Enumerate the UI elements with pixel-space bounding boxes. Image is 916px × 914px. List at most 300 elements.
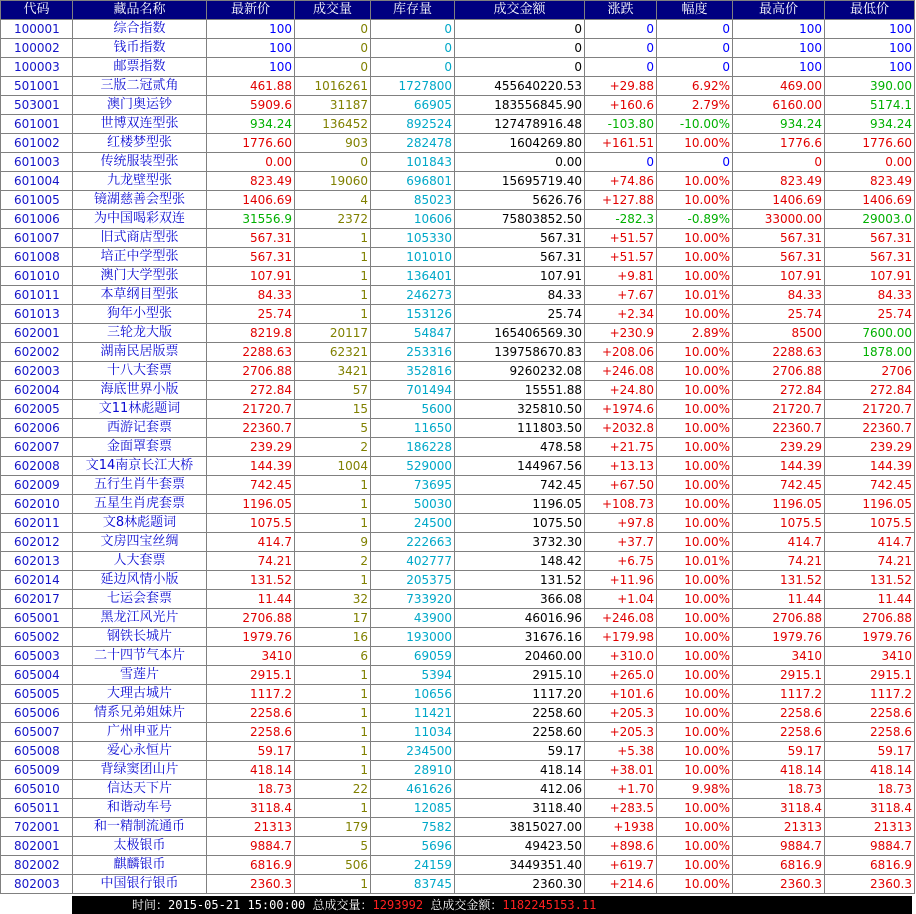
table-row[interactable] bbox=[1, 875, 915, 894]
table-row[interactable] bbox=[1, 837, 915, 856]
turnover-cell: 5626.76 bbox=[455, 191, 585, 210]
table-row[interactable] bbox=[1, 400, 915, 419]
latest-price-cell: 22360.7 bbox=[207, 419, 295, 438]
table-row[interactable] bbox=[1, 761, 915, 780]
high-cell: 823.49 bbox=[733, 172, 825, 191]
stock-cell: 352816 bbox=[371, 362, 455, 381]
turnover-cell: 1604269.80 bbox=[455, 134, 585, 153]
change-pct-cell: 10.00% bbox=[657, 666, 733, 685]
code-cell: 605003 bbox=[1, 647, 73, 666]
volume-cell: 1 bbox=[295, 685, 371, 704]
table-row[interactable] bbox=[1, 647, 915, 666]
volume-cell: 136452 bbox=[295, 115, 371, 134]
change-cell: +108.73 bbox=[585, 495, 657, 514]
name-cell: 麒麟银币 bbox=[73, 856, 207, 875]
turnover-cell: 111803.50 bbox=[455, 419, 585, 438]
name-cell: 九龙壁型张 bbox=[73, 172, 207, 191]
change-pct-cell: 10.00% bbox=[657, 305, 733, 324]
latest-price-cell: 414.7 bbox=[207, 533, 295, 552]
stock-cell: 193000 bbox=[371, 628, 455, 647]
latest-price-cell: 3410 bbox=[207, 647, 295, 666]
change-pct-cell: 10.00% bbox=[657, 229, 733, 248]
name-cell: 海底世界小版 bbox=[73, 381, 207, 400]
turnover-cell: 59.17 bbox=[455, 742, 585, 761]
change-cell: +619.7 bbox=[585, 856, 657, 875]
low-cell: 131.52 bbox=[825, 571, 915, 590]
low-cell: 3410 bbox=[825, 647, 915, 666]
name-cell: 大理古城片 bbox=[73, 685, 207, 704]
high-cell: 9884.7 bbox=[733, 837, 825, 856]
high-cell: 469.00 bbox=[733, 77, 825, 96]
table-row[interactable] bbox=[1, 324, 915, 343]
low-cell: 59.17 bbox=[825, 742, 915, 761]
high-cell: 414.7 bbox=[733, 533, 825, 552]
high-cell: 21720.7 bbox=[733, 400, 825, 419]
high-cell: 1979.76 bbox=[733, 628, 825, 647]
turnover-cell: 84.33 bbox=[455, 286, 585, 305]
high-cell: 0 bbox=[733, 153, 825, 172]
low-cell: 2258.6 bbox=[825, 723, 915, 742]
low-cell: 2258.6 bbox=[825, 704, 915, 723]
column-header-change-pct[interactable]: 幅度 bbox=[657, 1, 733, 20]
table-row[interactable] bbox=[1, 153, 915, 172]
code-cell: 605001 bbox=[1, 609, 73, 628]
volume-cell: 1 bbox=[295, 267, 371, 286]
total-amount-value: 1182245153.11 bbox=[502, 898, 597, 912]
code-cell: 602007 bbox=[1, 438, 73, 457]
change-pct-cell: 10.00% bbox=[657, 267, 733, 286]
latest-price-cell: 1406.69 bbox=[207, 191, 295, 210]
high-cell: 107.91 bbox=[733, 267, 825, 286]
volume-cell: 1 bbox=[295, 514, 371, 533]
code-cell: 605002 bbox=[1, 628, 73, 647]
stock-cell: 0 bbox=[371, 39, 455, 58]
table-row[interactable] bbox=[1, 742, 915, 761]
table-row[interactable] bbox=[1, 552, 915, 571]
latest-price-cell: 31556.9 bbox=[207, 210, 295, 229]
name-cell: 十八大套票 bbox=[73, 362, 207, 381]
low-cell: 1406.69 bbox=[825, 191, 915, 210]
code-cell: 601005 bbox=[1, 191, 73, 210]
code-cell: 602003 bbox=[1, 362, 73, 381]
low-cell: 11.44 bbox=[825, 590, 915, 609]
low-cell: 144.39 bbox=[825, 457, 915, 476]
stock-cell: 461626 bbox=[371, 780, 455, 799]
volume-cell: 0 bbox=[295, 20, 371, 39]
high-cell: 21313 bbox=[733, 818, 825, 837]
low-cell: 414.7 bbox=[825, 533, 915, 552]
change-cell: +24.80 bbox=[585, 381, 657, 400]
name-cell: 钱币指数 bbox=[73, 39, 207, 58]
low-cell: 21720.7 bbox=[825, 400, 915, 419]
code-cell: 601003 bbox=[1, 153, 73, 172]
change-cell: +1.04 bbox=[585, 590, 657, 609]
volume-cell: 2372 bbox=[295, 210, 371, 229]
table-row[interactable] bbox=[1, 533, 915, 552]
volume-cell: 0 bbox=[295, 39, 371, 58]
change-cell: +51.57 bbox=[585, 229, 657, 248]
stock-cell: 24500 bbox=[371, 514, 455, 533]
stock-cell: 69059 bbox=[371, 647, 455, 666]
name-cell: 中国银行银币 bbox=[73, 875, 207, 894]
change-cell: +7.67 bbox=[585, 286, 657, 305]
table-row[interactable] bbox=[1, 172, 915, 191]
high-cell: 3410 bbox=[733, 647, 825, 666]
name-cell: 三版二冠贰角 bbox=[73, 77, 207, 96]
latest-price-cell: 1776.60 bbox=[207, 134, 295, 153]
table-row[interactable] bbox=[1, 210, 915, 229]
table-row[interactable] bbox=[1, 571, 915, 590]
turnover-cell: 183556845.90 bbox=[455, 96, 585, 115]
table-row[interactable] bbox=[1, 457, 915, 476]
table-row[interactable] bbox=[1, 419, 915, 438]
stock-cell: 696801 bbox=[371, 172, 455, 191]
low-cell: 1776.60 bbox=[825, 134, 915, 153]
turnover-cell: 1075.50 bbox=[455, 514, 585, 533]
change-cell: +74.86 bbox=[585, 172, 657, 191]
latest-price-cell: 823.49 bbox=[207, 172, 295, 191]
table-row[interactable] bbox=[1, 248, 915, 267]
change-cell: +246.08 bbox=[585, 609, 657, 628]
name-cell: 和谐动车号 bbox=[73, 799, 207, 818]
turnover-cell: 3732.30 bbox=[455, 533, 585, 552]
latest-price-cell: 567.31 bbox=[207, 229, 295, 248]
low-cell: 5174.1 bbox=[825, 96, 915, 115]
change-cell: +1.70 bbox=[585, 780, 657, 799]
name-cell: 澳门大学型张 bbox=[73, 267, 207, 286]
volume-cell: 62321 bbox=[295, 343, 371, 362]
table-row[interactable] bbox=[1, 590, 915, 609]
latest-price-cell: 2258.6 bbox=[207, 704, 295, 723]
volume-cell: 19060 bbox=[295, 172, 371, 191]
table-row[interactable] bbox=[1, 39, 915, 58]
table-row[interactable] bbox=[1, 818, 915, 837]
change-pct-cell: 0 bbox=[657, 58, 733, 77]
table-row[interactable] bbox=[1, 115, 915, 134]
change-pct-cell: 0 bbox=[657, 39, 733, 58]
stock-cell: 10656 bbox=[371, 685, 455, 704]
turnover-cell: 25.74 bbox=[455, 305, 585, 324]
change-pct-cell: 10.00% bbox=[657, 799, 733, 818]
turnover-cell: 131.52 bbox=[455, 571, 585, 590]
turnover-cell: 9260232.08 bbox=[455, 362, 585, 381]
change-cell: +283.5 bbox=[585, 799, 657, 818]
low-cell: 3118.4 bbox=[825, 799, 915, 818]
code-cell: 601011 bbox=[1, 286, 73, 305]
name-cell: 五行生肖牛套票 bbox=[73, 476, 207, 495]
change-cell: 0 bbox=[585, 58, 657, 77]
code-cell: 601008 bbox=[1, 248, 73, 267]
table-row[interactable] bbox=[1, 799, 915, 818]
change-cell: +9.81 bbox=[585, 267, 657, 286]
code-cell: 802002 bbox=[1, 856, 73, 875]
turnover-cell: 15551.88 bbox=[455, 381, 585, 400]
latest-price-cell: 934.24 bbox=[207, 115, 295, 134]
change-pct-cell: 10.00% bbox=[657, 381, 733, 400]
low-cell: 390.00 bbox=[825, 77, 915, 96]
low-cell: 272.84 bbox=[825, 381, 915, 400]
table-row[interactable] bbox=[1, 229, 915, 248]
low-cell: 29003.0 bbox=[825, 210, 915, 229]
table-row[interactable] bbox=[1, 723, 915, 742]
stock-cell: 24159 bbox=[371, 856, 455, 875]
low-cell: 2360.3 bbox=[825, 875, 915, 894]
volume-cell: 32 bbox=[295, 590, 371, 609]
change-cell: 0 bbox=[585, 153, 657, 172]
low-cell: 1878.00 bbox=[825, 343, 915, 362]
code-cell: 501001 bbox=[1, 77, 73, 96]
table-row[interactable] bbox=[1, 495, 915, 514]
volume-cell: 16 bbox=[295, 628, 371, 647]
name-cell: 金面罩套票 bbox=[73, 438, 207, 457]
volume-cell: 1 bbox=[295, 666, 371, 685]
table-row[interactable] bbox=[1, 191, 915, 210]
table-row[interactable] bbox=[1, 362, 915, 381]
high-cell: 11.44 bbox=[733, 590, 825, 609]
code-cell: 602010 bbox=[1, 495, 73, 514]
low-cell: 823.49 bbox=[825, 172, 915, 191]
table-row[interactable] bbox=[1, 514, 915, 533]
code-cell: 605009 bbox=[1, 761, 73, 780]
column-header-volume[interactable]: 成交量 bbox=[295, 1, 371, 20]
low-cell: 1075.5 bbox=[825, 514, 915, 533]
name-cell: 爱心永恒片 bbox=[73, 742, 207, 761]
stock-cell: 12085 bbox=[371, 799, 455, 818]
volume-cell: 3421 bbox=[295, 362, 371, 381]
stock-cell: 105330 bbox=[371, 229, 455, 248]
high-cell: 239.29 bbox=[733, 438, 825, 457]
volume-cell: 1 bbox=[295, 875, 371, 894]
change-cell: +161.51 bbox=[585, 134, 657, 153]
table-row[interactable] bbox=[1, 381, 915, 400]
change-cell: +2032.8 bbox=[585, 419, 657, 438]
name-cell: 狗年小型张 bbox=[73, 305, 207, 324]
volume-cell: 0 bbox=[295, 153, 371, 172]
column-header-change[interactable]: 涨跌 bbox=[585, 1, 657, 20]
code-cell: 602001 bbox=[1, 324, 73, 343]
table-row[interactable] bbox=[1, 134, 915, 153]
table-row[interactable] bbox=[1, 628, 915, 647]
table-row[interactable] bbox=[1, 305, 915, 324]
high-cell: 144.39 bbox=[733, 457, 825, 476]
latest-price-cell: 461.88 bbox=[207, 77, 295, 96]
low-cell: 18.73 bbox=[825, 780, 915, 799]
change-pct-cell: 10.00% bbox=[657, 438, 733, 457]
volume-cell: 31187 bbox=[295, 96, 371, 115]
table-row[interactable] bbox=[1, 476, 915, 495]
stock-cell: 222663 bbox=[371, 533, 455, 552]
stock-cell: 136401 bbox=[371, 267, 455, 286]
volume-cell: 2 bbox=[295, 552, 371, 571]
latest-price-cell: 2288.63 bbox=[207, 343, 295, 362]
name-cell: 雪莲片 bbox=[73, 666, 207, 685]
high-cell: 1776.6 bbox=[733, 134, 825, 153]
volume-cell: 5 bbox=[295, 419, 371, 438]
change-cell: +29.88 bbox=[585, 77, 657, 96]
table-row[interactable] bbox=[1, 856, 915, 875]
low-cell: 2706.88 bbox=[825, 609, 915, 628]
low-cell: 2706 bbox=[825, 362, 915, 381]
code-cell: 605005 bbox=[1, 685, 73, 704]
latest-price-cell: 1979.76 bbox=[207, 628, 295, 647]
code-cell: 602017 bbox=[1, 590, 73, 609]
column-header-name[interactable]: 藏品名称 bbox=[73, 1, 207, 20]
table-row[interactable] bbox=[1, 267, 915, 286]
stock-cell: 11034 bbox=[371, 723, 455, 742]
column-header-latest-price[interactable]: 最新价 bbox=[207, 1, 295, 20]
change-cell: +127.88 bbox=[585, 191, 657, 210]
code-cell: 100001 bbox=[1, 20, 73, 39]
table-row[interactable] bbox=[1, 780, 915, 799]
high-cell: 2360.3 bbox=[733, 875, 825, 894]
table-body bbox=[1, 20, 915, 894]
change-pct-cell: 10.00% bbox=[657, 172, 733, 191]
code-cell: 602014 bbox=[1, 571, 73, 590]
code-cell: 100003 bbox=[1, 58, 73, 77]
stock-cell: 253316 bbox=[371, 343, 455, 362]
volume-cell: 1 bbox=[295, 571, 371, 590]
high-cell: 3118.4 bbox=[733, 799, 825, 818]
high-cell: 100 bbox=[733, 58, 825, 77]
table-row[interactable] bbox=[1, 77, 915, 96]
table-header-row bbox=[1, 1, 915, 20]
volume-cell: 1 bbox=[295, 286, 371, 305]
volume-cell: 57 bbox=[295, 381, 371, 400]
stock-cell: 73695 bbox=[371, 476, 455, 495]
volume-cell: 179 bbox=[295, 818, 371, 837]
code-cell: 605006 bbox=[1, 704, 73, 723]
low-cell: 0.00 bbox=[825, 153, 915, 172]
table-row[interactable] bbox=[1, 286, 915, 305]
code-cell: 602002 bbox=[1, 343, 73, 362]
change-cell: +214.6 bbox=[585, 875, 657, 894]
latest-price-cell: 1075.5 bbox=[207, 514, 295, 533]
change-cell: +205.3 bbox=[585, 704, 657, 723]
turnover-cell: 139758670.83 bbox=[455, 343, 585, 362]
turnover-cell: 2258.60 bbox=[455, 723, 585, 742]
change-cell: +97.8 bbox=[585, 514, 657, 533]
high-cell: 1196.05 bbox=[733, 495, 825, 514]
table-row[interactable] bbox=[1, 685, 915, 704]
volume-cell: 1 bbox=[295, 248, 371, 267]
status-bar bbox=[72, 896, 912, 914]
high-cell: 59.17 bbox=[733, 742, 825, 761]
high-cell: 84.33 bbox=[733, 286, 825, 305]
latest-price-cell: 25.74 bbox=[207, 305, 295, 324]
low-cell: 567.31 bbox=[825, 248, 915, 267]
latest-price-cell: 418.14 bbox=[207, 761, 295, 780]
column-header-low[interactable]: 最低价 bbox=[825, 1, 915, 20]
column-header-high[interactable]: 最高价 bbox=[733, 1, 825, 20]
table-row[interactable] bbox=[1, 438, 915, 457]
table-row[interactable] bbox=[1, 58, 915, 77]
stock-cell: 892524 bbox=[371, 115, 455, 134]
change-cell: +230.9 bbox=[585, 324, 657, 343]
high-cell: 1406.69 bbox=[733, 191, 825, 210]
name-cell: 综合指数 bbox=[73, 20, 207, 39]
code-cell: 605007 bbox=[1, 723, 73, 742]
change-pct-cell: 10.00% bbox=[657, 457, 733, 476]
volume-cell: 1 bbox=[295, 476, 371, 495]
name-cell: 培正中学型张 bbox=[73, 248, 207, 267]
low-cell: 100 bbox=[825, 39, 915, 58]
low-cell: 1979.76 bbox=[825, 628, 915, 647]
high-cell: 567.31 bbox=[733, 248, 825, 267]
change-cell: +67.50 bbox=[585, 476, 657, 495]
low-cell: 418.14 bbox=[825, 761, 915, 780]
change-pct-cell: 10.00% bbox=[657, 476, 733, 495]
change-pct-cell: 2.89% bbox=[657, 324, 733, 343]
table-row[interactable] bbox=[1, 96, 915, 115]
change-pct-cell: 10.00% bbox=[657, 134, 733, 153]
change-pct-cell: 10.00% bbox=[657, 628, 733, 647]
change-cell: +2.34 bbox=[585, 305, 657, 324]
stock-cell: 83745 bbox=[371, 875, 455, 894]
name-cell: 传统服装型张 bbox=[73, 153, 207, 172]
high-cell: 74.21 bbox=[733, 552, 825, 571]
high-cell: 1075.5 bbox=[733, 514, 825, 533]
time-label: 时间： bbox=[132, 898, 169, 912]
code-cell: 702001 bbox=[1, 818, 73, 837]
stock-cell: 186228 bbox=[371, 438, 455, 457]
high-cell: 8500 bbox=[733, 324, 825, 343]
change-cell: +13.13 bbox=[585, 457, 657, 476]
high-cell: 25.74 bbox=[733, 305, 825, 324]
stock-cell: 28910 bbox=[371, 761, 455, 780]
column-header-code[interactable]: 代码 bbox=[1, 1, 73, 20]
turnover-cell: 0 bbox=[455, 39, 585, 58]
table-row[interactable] bbox=[1, 343, 915, 362]
high-cell: 33000.00 bbox=[733, 210, 825, 229]
name-cell: 文8林彪题词 bbox=[73, 514, 207, 533]
table-row[interactable] bbox=[1, 609, 915, 628]
turnover-cell: 2258.60 bbox=[455, 704, 585, 723]
change-pct-cell: 10.00% bbox=[657, 818, 733, 837]
turnover-cell: 1117.20 bbox=[455, 685, 585, 704]
volume-cell: 6 bbox=[295, 647, 371, 666]
name-cell: 二十四节气本片 bbox=[73, 647, 207, 666]
name-cell: 红楼梦型张 bbox=[73, 134, 207, 153]
turnover-cell: 412.06 bbox=[455, 780, 585, 799]
latest-price-cell: 2915.1 bbox=[207, 666, 295, 685]
low-cell: 100 bbox=[825, 58, 915, 77]
turnover-cell: 3449351.40 bbox=[455, 856, 585, 875]
stock-cell: 0 bbox=[371, 20, 455, 39]
stock-cell: 1727800 bbox=[371, 77, 455, 96]
latest-price-cell: 21720.7 bbox=[207, 400, 295, 419]
change-cell: +310.0 bbox=[585, 647, 657, 666]
column-header-turnover[interactable]: 成交金额 bbox=[455, 1, 585, 20]
change-cell: +101.6 bbox=[585, 685, 657, 704]
name-cell: 本草纲目型张 bbox=[73, 286, 207, 305]
turnover-cell: 31676.16 bbox=[455, 628, 585, 647]
change-cell: -282.3 bbox=[585, 210, 657, 229]
change-pct-cell: 6.92% bbox=[657, 77, 733, 96]
table-row[interactable] bbox=[1, 666, 915, 685]
code-cell: 601006 bbox=[1, 210, 73, 229]
change-cell: +898.6 bbox=[585, 837, 657, 856]
change-pct-cell: 10.00% bbox=[657, 419, 733, 438]
column-header-stock[interactable]: 库存量 bbox=[371, 1, 455, 20]
table-row[interactable] bbox=[1, 20, 915, 39]
volume-cell: 9 bbox=[295, 533, 371, 552]
turnover-cell: 3118.40 bbox=[455, 799, 585, 818]
table-row[interactable] bbox=[1, 704, 915, 723]
code-cell: 602012 bbox=[1, 533, 73, 552]
change-pct-cell: 10.00% bbox=[657, 609, 733, 628]
change-pct-cell: 10.01% bbox=[657, 552, 733, 571]
code-cell: 605008 bbox=[1, 742, 73, 761]
